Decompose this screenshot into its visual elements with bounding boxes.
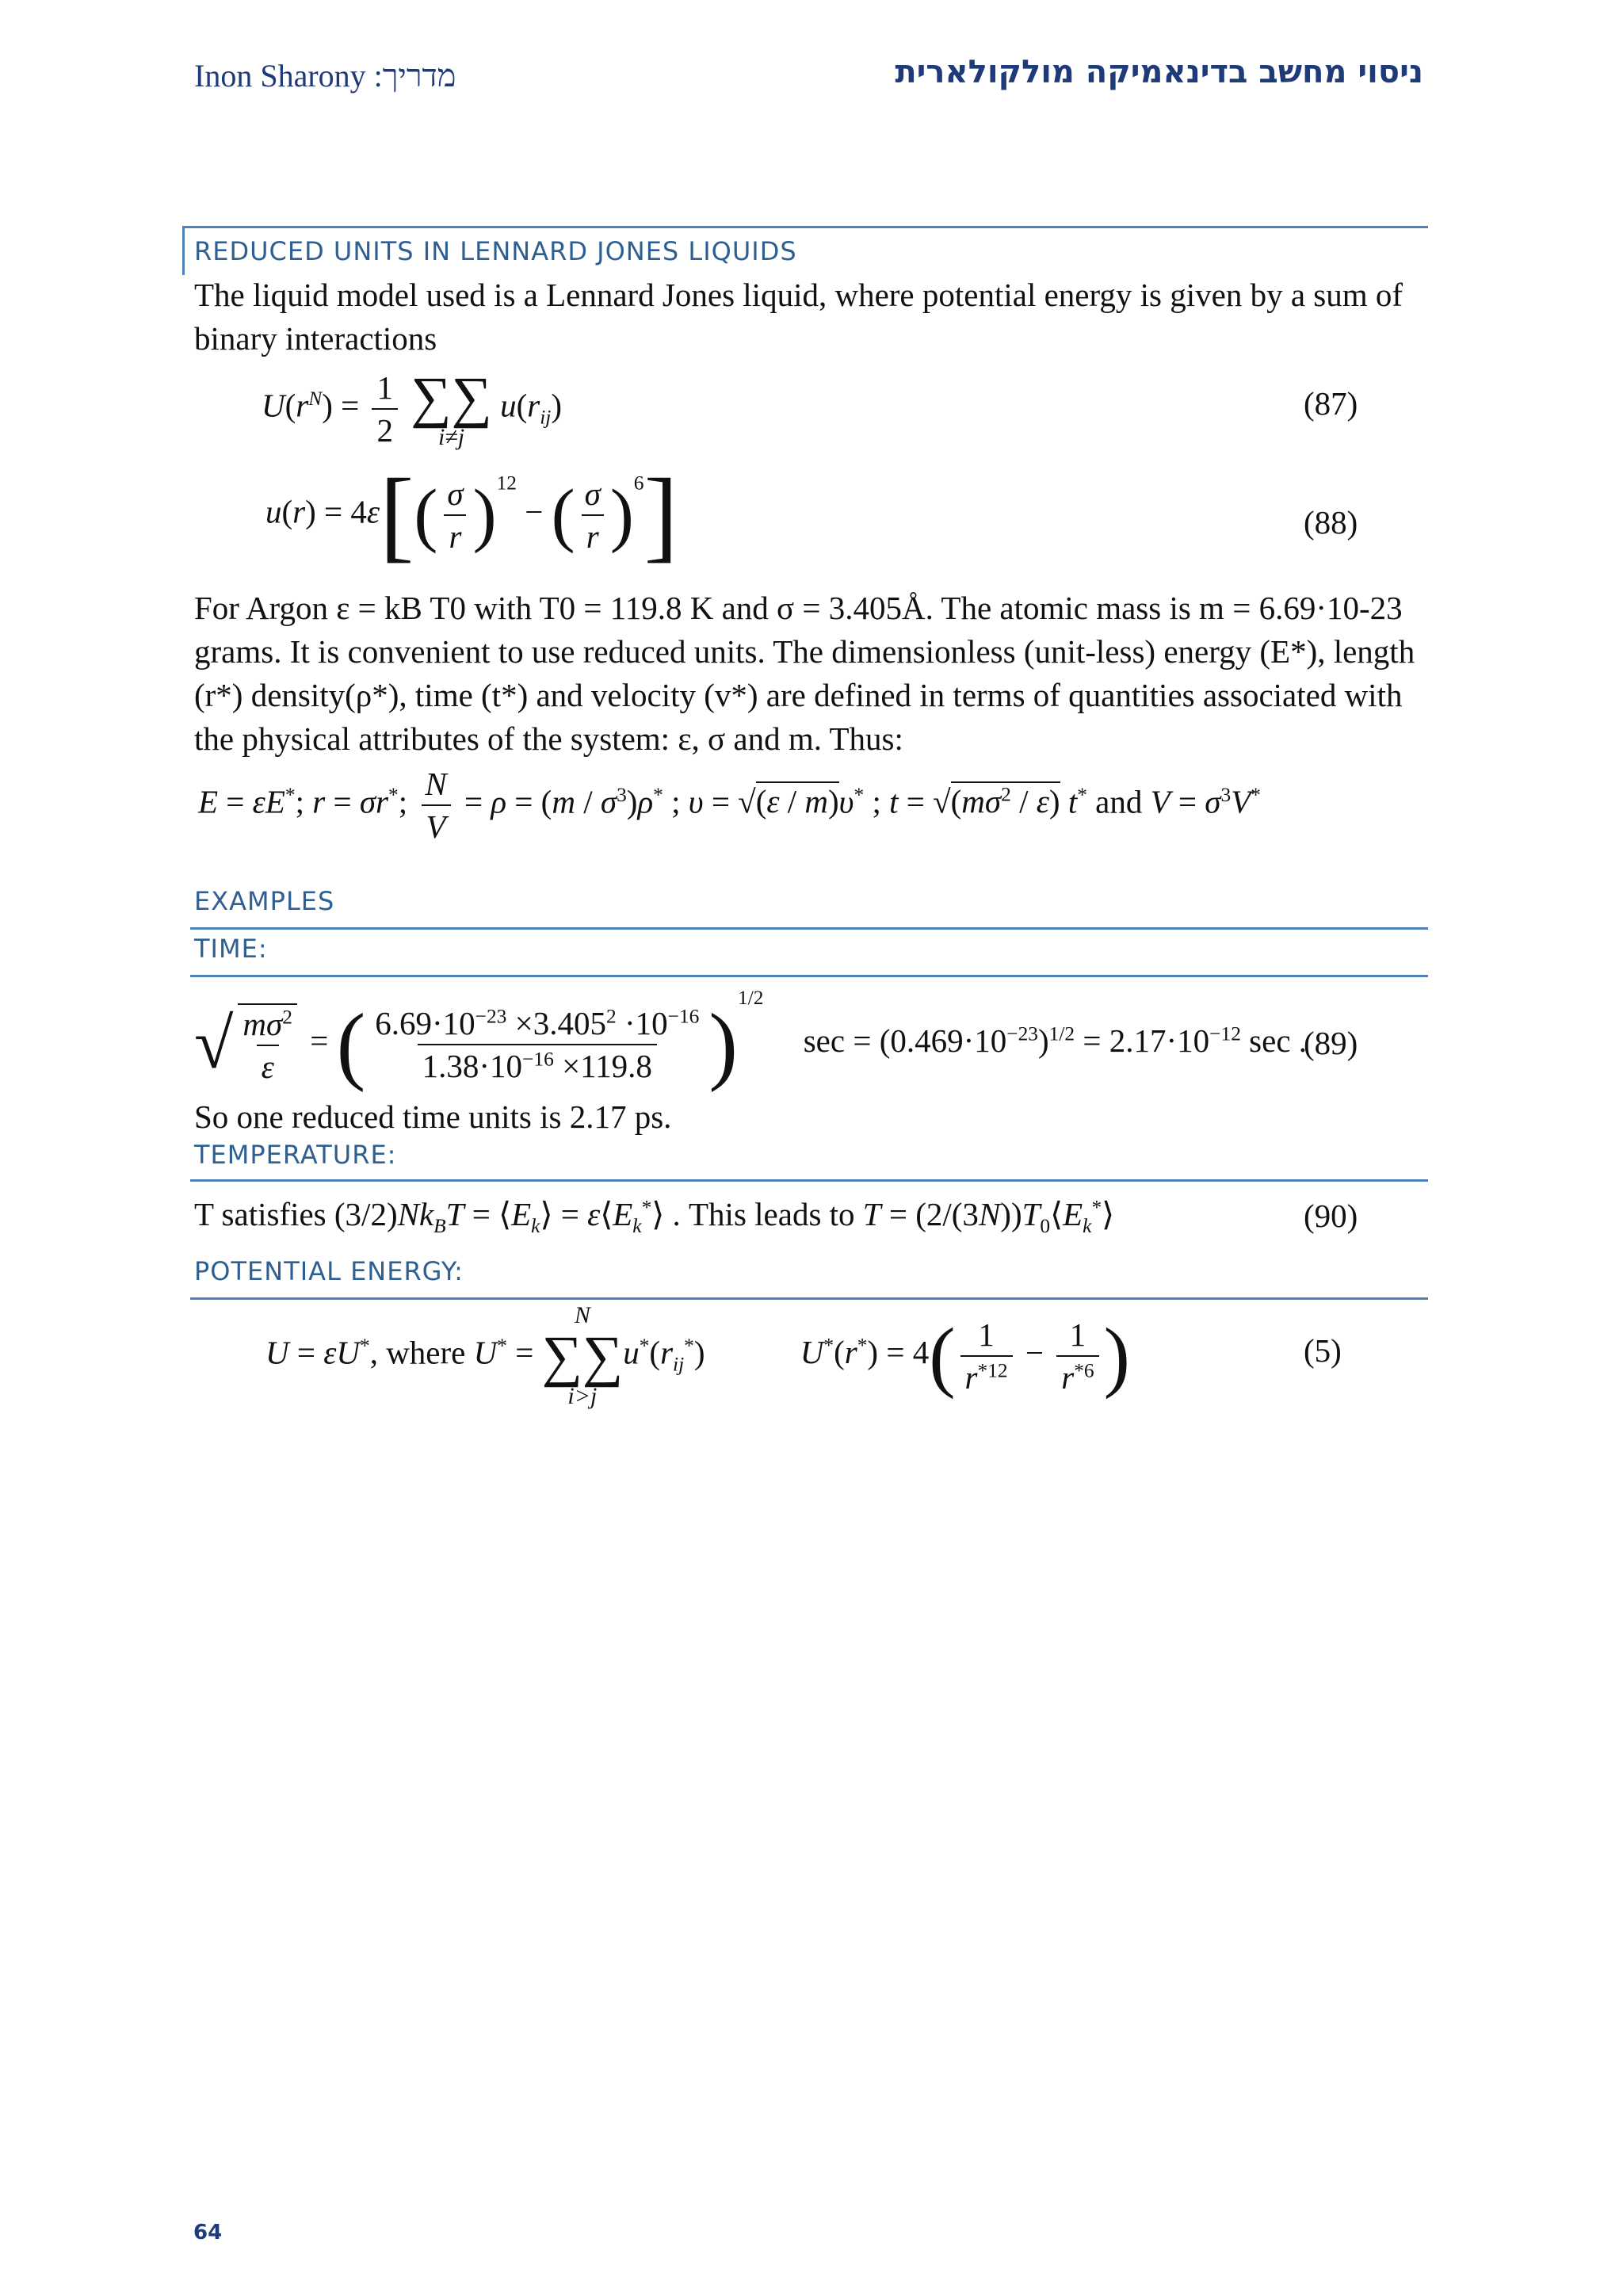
eq-5-number: (5) — [1304, 1332, 1342, 1369]
examples-title: EXAMPLES — [194, 886, 335, 916]
section-top-rule — [182, 226, 1428, 228]
eq89-end: = 2.17·10 — [1083, 1022, 1210, 1059]
pot-where: , where — [369, 1334, 466, 1371]
temp-mid: . This leads to — [672, 1196, 855, 1232]
definitions-and: and — [1095, 783, 1143, 820]
eq-87-number: (87) — [1304, 385, 1358, 422]
eq89-sec-end: sec . — [1249, 1022, 1308, 1059]
argon-paragraph — [194, 586, 1424, 761]
time-result: So one reduced time units is 2.17 ps. — [194, 1098, 672, 1135]
reduced-unit-definitions: E = εE*; r = σr*; $\frac{N}{V}$ = $\rho = (m / \sigma^3)\rho^*$ ; υ = √(ε / m)υ* ; $t = √(m\sigma^2 / \varepsilon)$ t* and $V = \sigma^3V^*$ — [198, 766, 1261, 845]
argon-line-2: grams. It is convenient to use reduced units. The dimensionless (unit-less) energy (E*), length — [194, 633, 1415, 670]
section-left-bar — [182, 226, 185, 275]
header-instructor: Inon Sharony :מדריך — [194, 58, 456, 94]
intro-line-2: binary interactions — [194, 320, 437, 357]
eq-88-number: (88) — [1304, 504, 1358, 541]
argon-line-1: For Argon ε = kB T0 with T0 = 119.8 K and σ = 3.405Å. The atomic mass is m = 6.69·10-23 — [194, 590, 1403, 626]
equation-88: u(r) = 4ε[( $\frac{\sigma}{r}$ )$^{12}$ − ( $\frac{\sigma}{r}$ )$^6$] — [265, 458, 678, 572]
eq89-sec: sec — [803, 1022, 846, 1059]
examples-rule — [190, 927, 1428, 930]
temperature-rule — [190, 1179, 1428, 1182]
time-title: TIME: — [194, 934, 268, 964]
intro-line-1: The liquid model used is a Lennard Jones liquid, where potential energy is given by a sum of — [194, 277, 1403, 313]
eq-90-number: (90) — [1304, 1198, 1358, 1234]
eq-89-number: (89) — [1304, 1025, 1358, 1061]
potential-energy-title: POTENTIAL ENERGY: — [194, 1256, 464, 1286]
page-number: 64 — [193, 2221, 223, 2244]
argon-line-3: (r*) density(ρ*), time (t*) and velocity (v*) are defined in terms of quantities associated with — [194, 677, 1403, 713]
argon-line-4: the physical attributes of the system: ε, σ and m. Thus: — [194, 720, 903, 757]
intro-paragraph — [194, 273, 1423, 361]
equation-5: U = εU*, where U* = N ∑∑ i>j $u^*(r_{ij}^*) U^*(r^*) = 4$( $\frac{1}{r^{*12}}$ − $\frac{1}{r^{*6}}$ ) — [265, 1302, 1130, 1409]
eq89-mid: = (0.469·10 — [853, 1022, 1007, 1059]
equation-89: √ $\frac{m\sigma^2}{\varepsilon}$ = ( $\frac{6.69\cdot 10^{-23} \times 3.405^2 \cdot 10^{-16}}{1.38\cdot 10^{-16} \times 119.8}$ )$^{1/2}$ $\sec = (0.469\cdot 10^{-23})^{1/2} = 2.17\cdot 10^{-12}$ sec . — [194, 987, 1308, 1093]
section-title: REDUCED UNITS IN LENNARD JONES LIQUIDS — [194, 236, 797, 266]
temperature-title: TEMPERATURE: — [194, 1140, 397, 1170]
equation-87: $U(r^N)$ = $\frac{1}{2}$ ∑∑ i≠j $u(r_{ij})$ — [262, 365, 563, 450]
equation-90: T satisfies $(3/2)Nk_BT$ = $⟨E_k⟩$ = $\varepsilon⟨E_k^*⟩$ . This leads to $T = (2/(3N))T_0⟨E_k^*⟩$ — [194, 1196, 1115, 1238]
temp-prefix: T satisfies — [194, 1196, 327, 1232]
potential-energy-rule — [190, 1297, 1428, 1300]
time-rule — [190, 975, 1428, 977]
header-course-title: ניסוי מחשב בדינאמיקה מולקולארית — [895, 54, 1423, 90]
